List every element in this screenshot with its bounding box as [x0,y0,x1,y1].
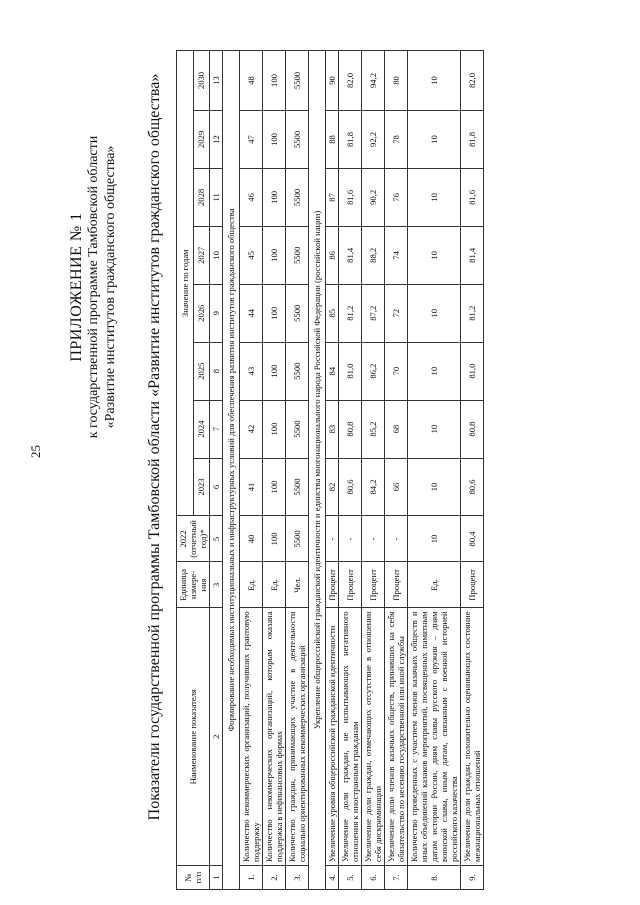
year-value-cell: 41 [240,458,263,516]
base-value-cell: 10 [408,516,461,562]
indicator-name: Увеличение доли граждан, отмечающих отсутствие в отношении себя дискриминации [362,608,385,866]
year-value-cell: 80,6 [461,458,484,516]
unit-cell: Процент [339,562,362,608]
row-number: 7. [385,866,408,890]
header-unit: Единица измере-ния [177,562,210,608]
unit-cell: Процент [326,562,339,608]
unit-cell: Чел. [286,562,309,608]
table-row [461,51,484,890]
year-value-cell: 81,6 [339,168,362,226]
year-value-cell: 84 [326,342,339,400]
year-value-cell: 85 [326,284,339,342]
table-row [326,51,339,890]
row-number: 2. [263,866,286,890]
year-value-cell: 10 [408,168,461,226]
year-value-cell: 10 [408,111,461,169]
year-value-cell: 81,4 [461,226,484,284]
year-value-cell: 82 [326,458,339,516]
year-value-cell: 100 [263,284,286,342]
year-value-cell: 78 [385,111,408,169]
appendix-heading-block [68,72,119,502]
indicators-table [176,50,484,890]
unit-cell: Процент [461,562,484,608]
appendix-line: к государственной программе Тамбовской области [86,135,101,439]
header-column-numbers-row [210,51,223,890]
column-number: 10 [210,226,223,284]
year-value-cell: 44 [240,284,263,342]
year-value-cell: 87 [326,168,339,226]
column-number: 1 [210,866,223,890]
year-value-cell: 83 [326,400,339,458]
unit-cell: Ед. [408,562,461,608]
year-value-cell: 70 [385,342,408,400]
year-value-cell: 90,2 [362,168,385,226]
section-title: Формирование необходимых институциональных и инфраструктурных условий для обеспечения развития институтов гражданского общества [223,51,240,890]
indicator-name: Увеличение доли граждан, не испытывающих негативного отношения к иностранным гражданам [339,608,362,866]
year-value-cell: 5500 [286,400,309,458]
base-value-cell: 100 [263,516,286,562]
header-year: 2030 [193,51,210,111]
header-year: 2026 [193,284,210,342]
year-value-cell: 90 [326,51,339,111]
base-value-cell: 80,4 [461,516,484,562]
year-value-cell: 86 [326,226,339,284]
indicator-name: Количество граждан, принимающих участие в деятельности социально ориентированных некоммерческих организаций [286,608,309,866]
year-value-cell: 81,4 [339,226,362,284]
header-year: 2028 [193,168,210,226]
year-value-cell: 85,2 [362,400,385,458]
section-row [223,51,240,890]
header-year: 2024 [193,400,210,458]
document-page [56,2,576,892]
header-name: Наименование показателя [177,608,210,866]
table-row [339,51,362,890]
year-value-cell: 100 [263,51,286,111]
year-value-cell: 81,0 [339,342,362,400]
column-number: 12 [210,111,223,169]
year-value-cell: 100 [263,111,286,169]
column-number: 7 [210,400,223,458]
base-value-cell: - [326,516,339,562]
year-value-cell: 80,8 [461,400,484,458]
column-number: 2 [210,608,223,866]
indicator-name: Количество некоммерческих организаций, получивших грантовую поддержку [240,608,263,866]
table-body [223,51,484,890]
year-value-cell: 87,2 [362,284,385,342]
column-number: 8 [210,342,223,400]
table-row [263,51,286,890]
year-value-cell: 10 [408,400,461,458]
unit-cell: Процент [362,562,385,608]
indicator-name: Увеличение доли членов казачьих обществ, принявших на себя обязательство по несению государственной или иной службы [385,608,408,866]
column-number: 13 [210,51,223,111]
year-value-cell: 5500 [286,342,309,400]
year-value-cell: 10 [408,226,461,284]
column-number: 5 [210,516,223,562]
year-value-cell: 100 [263,400,286,458]
year-value-cell: 81,2 [461,284,484,342]
indicator-name: Количество некоммерческих организаций, которым оказана поддержка в нефинансовых формах [263,608,286,866]
year-value-cell: 82,0 [461,51,484,111]
column-number: 6 [210,458,223,516]
section-row [309,51,326,890]
table-title: Показатели государственной программы Тамбовской области «Развитие институтов гражданского общества» [146,73,163,821]
section-title: Укрепление общероссийской гражданской идентичности и единства многонационального народа Российской Федерации (российской нации) [309,51,326,890]
base-value-cell: - [385,516,408,562]
year-value-cell: 10 [408,51,461,111]
table-row [286,51,309,890]
base-value-cell: - [339,516,362,562]
year-value-cell: 10 [408,342,461,400]
indicator-name: Увеличение уровня общероссийской гражданской идентичности [326,608,339,866]
year-value-cell: 100 [263,226,286,284]
header-num: № п/п [177,866,210,890]
year-value-cell: 46 [240,168,263,226]
year-value-cell: 5500 [286,51,309,111]
year-value-cell: 94,2 [362,51,385,111]
year-value-cell: 86,2 [362,342,385,400]
unit-cell: Ед. [240,562,263,608]
column-number: 3 [210,562,223,608]
row-number: 4. [326,866,339,890]
year-value-cell: 45 [240,226,263,284]
year-value-cell: 80 [385,51,408,111]
year-value-cell: 43 [240,342,263,400]
unit-cell: Ед. [263,562,286,608]
indicator-name: Количество проведенных с участием членов казачьих обществ и иных объединений казаков мероприятий, посвященных памятным датам истории России, дням славы русского оружия – дням воинской славы, иным датам, связанным с военной историей российского казачества [408,608,461,866]
row-number: 9. [461,866,484,890]
header-year: 2029 [193,111,210,169]
header-year: 2025 [193,342,210,400]
year-value-cell: 88 [326,111,339,169]
year-value-cell: 80,8 [339,400,362,458]
year-value-cell: 68 [385,400,408,458]
year-value-cell: 81,8 [339,111,362,169]
year-value-cell: 42 [240,400,263,458]
year-value-cell: 81,8 [461,111,484,169]
year-value-cell: 5500 [286,284,309,342]
column-number: 11 [210,168,223,226]
header-year: 2027 [193,226,210,284]
table-row [385,51,408,890]
table-row [408,51,461,890]
row-number: 3. [286,866,309,890]
year-value-cell: 10 [408,284,461,342]
year-value-cell: 92,2 [362,111,385,169]
column-number: 9 [210,284,223,342]
row-number: 5. [339,866,362,890]
year-value-cell: 76 [385,168,408,226]
year-value-cell: 5500 [286,458,309,516]
indicator-name: Увеличение доли граждан, положительно оценивающих состояние межнациональных отношений [461,608,484,866]
year-value-cell: 5500 [286,168,309,226]
year-value-cell: 5500 [286,226,309,284]
year-value-cell: 80,6 [339,458,362,516]
row-number: 6. [362,866,385,890]
appendix-line: «Развитие институтов гражданского общества» [103,145,118,429]
page-number: 25 [28,445,43,458]
table-row [362,51,385,890]
table-row [240,51,263,890]
year-value-cell: 84,2 [362,458,385,516]
year-value-cell: 81,2 [339,284,362,342]
year-value-cell: 5500 [286,111,309,169]
row-number: 1. [240,866,263,890]
base-value-cell: 40 [240,516,263,562]
year-value-cell: 88,2 [362,226,385,284]
year-value-cell: 82,0 [339,51,362,111]
year-value-cell: 47 [240,111,263,169]
header-year: 2023 [193,458,210,516]
year-value-cell: 81,0 [461,342,484,400]
year-value-cell: 81,6 [461,168,484,226]
unit-cell: Процент [385,562,408,608]
base-value-cell: - [362,516,385,562]
base-value-cell: 5500 [286,516,309,562]
year-value-cell: 100 [263,458,286,516]
row-number: 8. [408,866,461,890]
header-values-by-year: Значение по годам [177,51,194,516]
year-value-cell: 10 [408,458,461,516]
year-value-cell: 72 [385,284,408,342]
header-base-year: 2022 (отчетный год)* [177,516,210,562]
appendix-heading: ПРИЛОЖЕНИЕ № 1 [68,212,85,362]
year-value-cell: 48 [240,51,263,111]
year-value-cell: 74 [385,226,408,284]
year-value-cell: 66 [385,458,408,516]
year-value-cell: 100 [263,342,286,400]
year-value-cell: 100 [263,168,286,226]
